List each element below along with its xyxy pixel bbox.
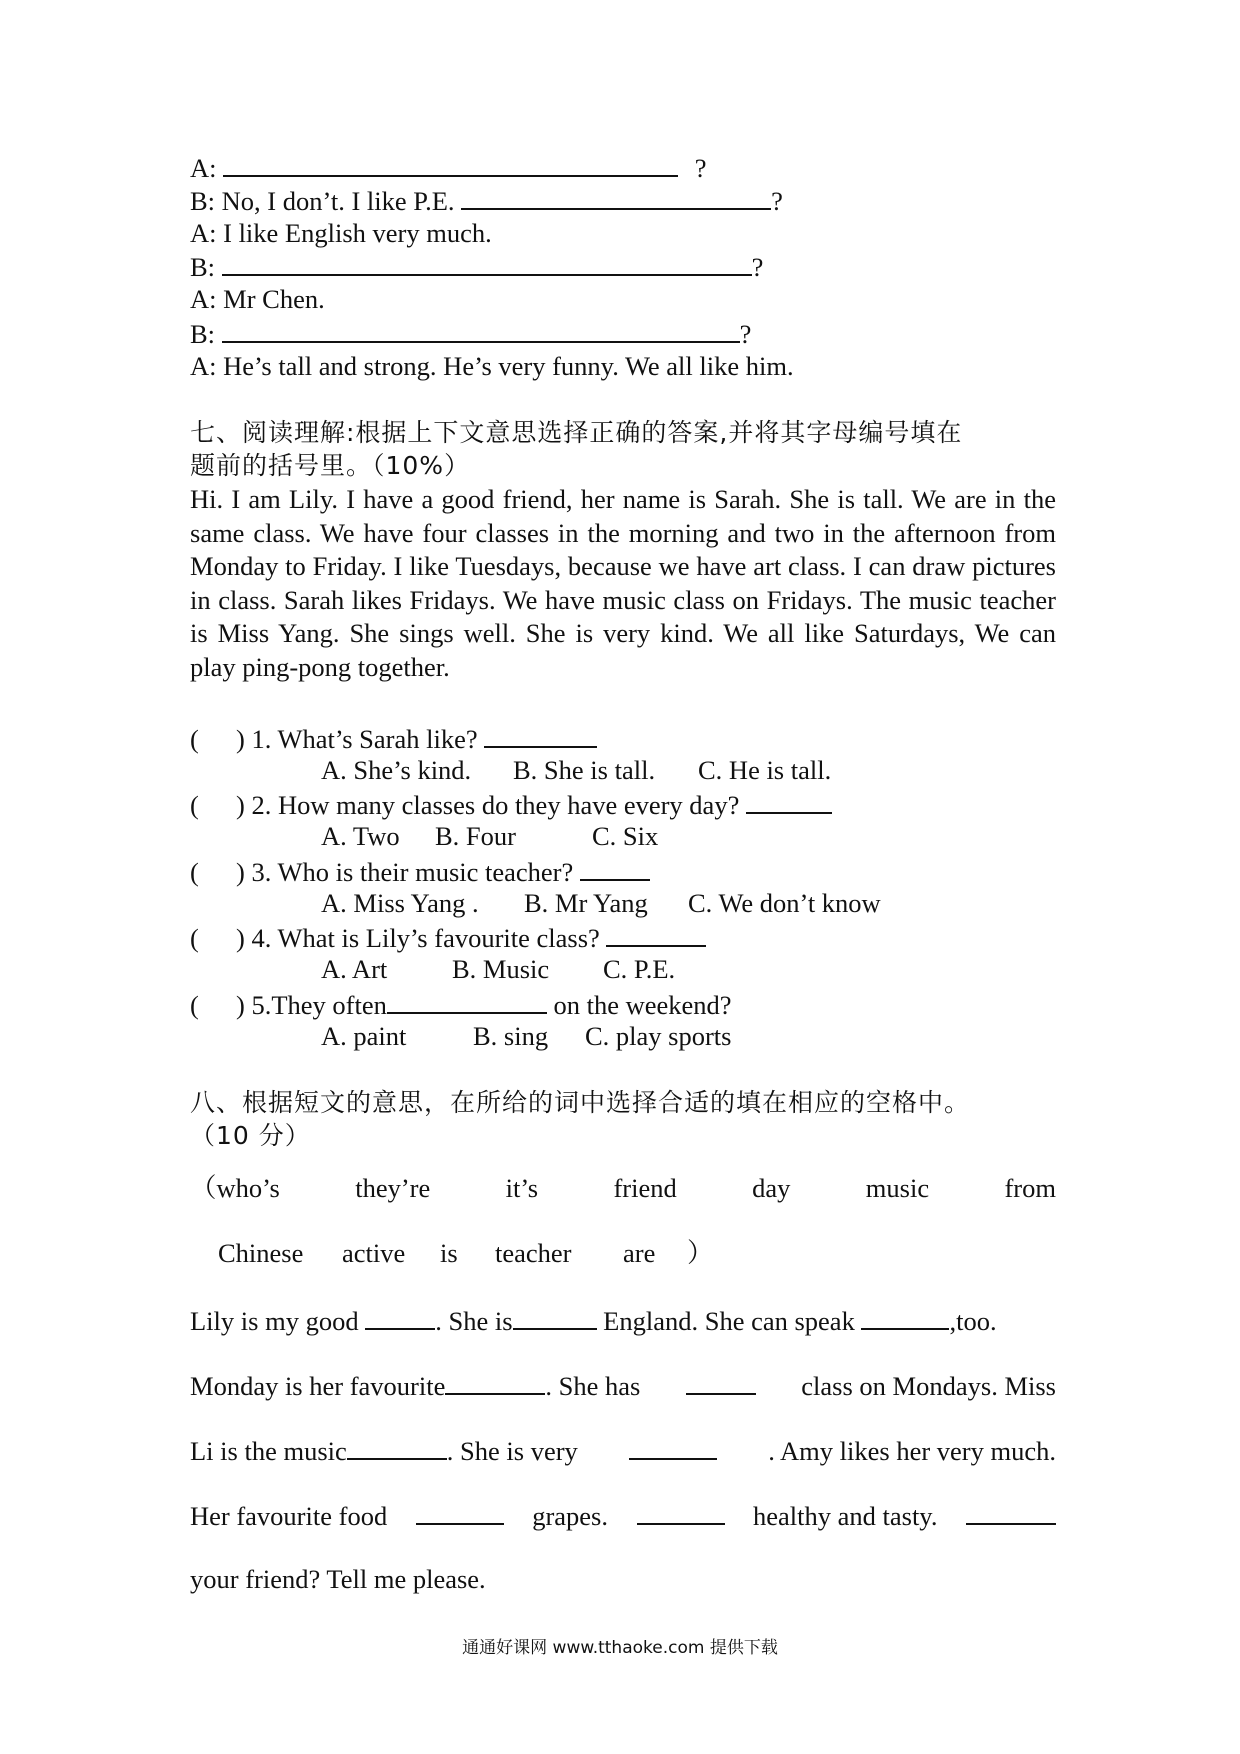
cloze-blank[interactable] bbox=[637, 1501, 725, 1525]
word-bank-item: （who’s bbox=[190, 1173, 280, 1203]
cloze-blank[interactable] bbox=[513, 1306, 597, 1330]
word-bank-item: Chinese bbox=[218, 1238, 304, 1268]
word-bank-item: music bbox=[865, 1173, 930, 1203]
answer-blank[interactable] bbox=[580, 857, 650, 881]
word-bank-item: ） bbox=[687, 1238, 714, 1268]
cloze-line-4: Her favourite food grapes. healthy and tasty. bbox=[190, 1501, 1056, 1530]
cloze-line-5: your friend? Tell me please. bbox=[190, 1564, 486, 1594]
cloze-line-2: Monday is her favourite . She has class on Mondays. Miss bbox=[190, 1371, 1056, 1401]
cloze-blank[interactable] bbox=[445, 1371, 545, 1395]
dialogue-line-6: B: ? bbox=[190, 319, 752, 349]
option-c[interactable]: C. play sports bbox=[585, 1021, 732, 1051]
answer-blank[interactable] bbox=[606, 923, 706, 947]
page-footer: 通通好课网 www.tthaoke.com 提供下载 bbox=[462, 1638, 778, 1658]
option-b[interactable]: B. Music bbox=[452, 954, 550, 984]
word-bank-row-2 bbox=[218, 1240, 714, 1267]
dialogue-line-4: B: ? bbox=[190, 252, 764, 282]
option-c[interactable]: C. He is tall. bbox=[698, 755, 832, 785]
cloze-line-3: Li is the music . She is very . Amy likes her very much. bbox=[190, 1436, 1056, 1466]
question-5-options bbox=[321, 1023, 732, 1050]
answer-blank[interactable] bbox=[387, 990, 547, 1014]
word-bank-item: from bbox=[1004, 1173, 1056, 1203]
question-5: ( ) 5.They often on the weekend? bbox=[190, 990, 732, 1020]
word-bank-item: they’re bbox=[355, 1173, 431, 1203]
speaker-label: A: bbox=[190, 153, 217, 183]
cloze-blank[interactable] bbox=[861, 1306, 949, 1330]
question-3: ( ) 3. Who is their music teacher? bbox=[190, 857, 650, 886]
option-b[interactable]: B. Mr Yang bbox=[524, 888, 648, 918]
word-bank-item: it’s bbox=[505, 1173, 539, 1203]
option-a[interactable]: A. Art bbox=[321, 954, 388, 984]
cloze-blank[interactable] bbox=[416, 1501, 504, 1525]
cloze-blank[interactable] bbox=[966, 1501, 1056, 1525]
reading-passage: Hi. I am Lily. I have a good friend, her name is Sarah. She is tall. We are in the same class. We have four classes in the morning and two in the afternoon from Monday to Friday. I like Tuesdays, because we have art class. I can draw pictures in class. Sarah likes Fridays. We have music class on Fridays. The music teacher is Miss Yang. She sings well. She is very kind. We all like Saturdays, We can play ping-pong together. bbox=[190, 484, 1056, 682]
dialogue-line-7: A: He’s tall and strong. He’s very funny. We all like him. bbox=[190, 351, 794, 381]
cloze-blank[interactable] bbox=[686, 1371, 756, 1395]
dialogue-line-5: A: Mr Chen. bbox=[190, 284, 325, 314]
option-a[interactable]: A. Miss Yang . bbox=[321, 888, 479, 918]
word-bank-row-1 bbox=[190, 1175, 1056, 1202]
answer-blank[interactable] bbox=[222, 252, 752, 276]
word-bank-item: day bbox=[752, 1173, 791, 1203]
word-bank-item: active bbox=[342, 1238, 406, 1268]
option-c[interactable]: C. Six bbox=[592, 821, 659, 851]
word-bank-item: is bbox=[440, 1238, 458, 1268]
section7-heading-line1: 七、阅读理解:根据上下文意思选择正确的答案,并将其字母编号填在 bbox=[190, 418, 963, 447]
section8-heading-line2: （10 分） bbox=[190, 1121, 311, 1150]
cloze-line-1: Lily is my good . She is England. She can speak ,too. bbox=[190, 1306, 997, 1336]
dialogue-line-2: B: No, I don’t. I like P.E. ? bbox=[190, 186, 783, 216]
question-1: ( ) 1. What’s Sarah like? bbox=[190, 724, 597, 753]
question-2: ( ) 2. How many classes do they have every day? bbox=[190, 790, 832, 819]
cloze-blank[interactable] bbox=[347, 1436, 447, 1460]
question-3-options bbox=[321, 890, 881, 917]
option-c[interactable]: C. P.E. bbox=[603, 954, 676, 984]
option-c[interactable]: C. We don’t know bbox=[688, 888, 881, 918]
option-a[interactable]: A. Two bbox=[321, 821, 400, 851]
dialogue-line-1: A: ? bbox=[190, 153, 707, 183]
answer-blank[interactable] bbox=[223, 153, 678, 177]
answer-blank[interactable] bbox=[746, 790, 832, 814]
option-a[interactable]: A. She’s kind. bbox=[321, 755, 472, 785]
option-b[interactable]: B. Four bbox=[435, 821, 516, 851]
dialogue-line-3: A: I like English very much. bbox=[190, 218, 492, 248]
option-b[interactable]: B. sing bbox=[473, 1021, 549, 1051]
answer-blank[interactable] bbox=[484, 724, 597, 748]
answer-blank[interactable] bbox=[461, 186, 771, 210]
question-4: ( ) 4. What is Lily’s favourite class? bbox=[190, 923, 706, 952]
question-2-options bbox=[321, 823, 658, 850]
question-4-options bbox=[321, 956, 675, 983]
answer-blank[interactable] bbox=[222, 319, 740, 343]
question-1-options bbox=[321, 757, 831, 784]
option-a[interactable]: A. paint bbox=[321, 1021, 407, 1051]
section7-heading-line2: 题前的括号里。（10%） bbox=[190, 451, 471, 480]
word-bank-item: are bbox=[623, 1238, 656, 1268]
cloze-blank[interactable] bbox=[629, 1436, 717, 1460]
option-b[interactable]: B. She is tall. bbox=[513, 755, 656, 785]
cloze-blank[interactable] bbox=[365, 1306, 435, 1330]
word-bank-item: friend bbox=[613, 1173, 677, 1203]
word-bank-item: teacher bbox=[495, 1238, 572, 1268]
section8-heading-line1: 八、根据短文的意思，在所给的词中选择合适的填在相应的空格中。 bbox=[190, 1088, 971, 1117]
